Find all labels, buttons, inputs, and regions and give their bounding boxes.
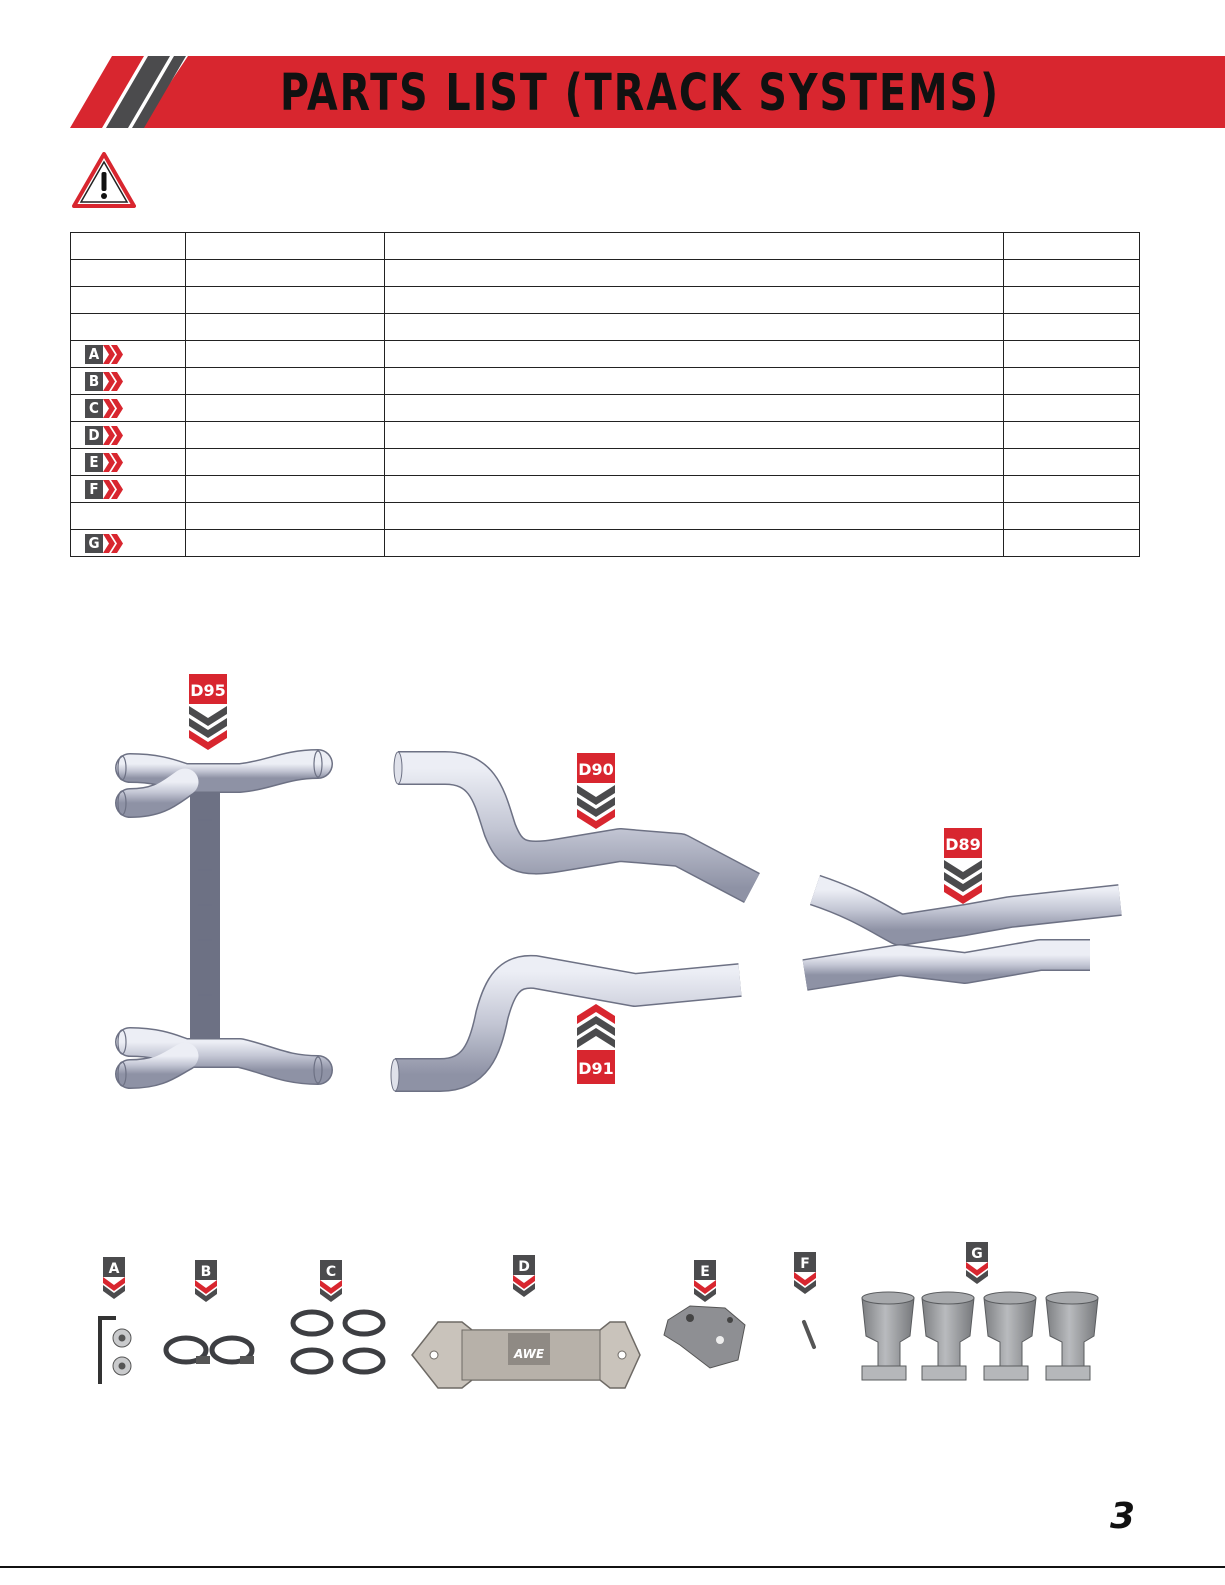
hardware-e-illustration (664, 1306, 745, 1368)
part-tag-letter: B (85, 372, 103, 391)
hardware-label-f (794, 1252, 816, 1294)
page-title: PARTS LIST (TRACK SYSTEMS) (280, 64, 1001, 123)
hardware-label-text: A (108, 1261, 120, 1277)
hardware-label-text: G (971, 1246, 983, 1262)
part-tag-letter: A (85, 345, 103, 364)
footer-rule (0, 1566, 1225, 1568)
hardware-label-g (966, 1242, 988, 1284)
hardware-a-illustration (100, 1318, 131, 1384)
pipe-label-text: D90 (578, 760, 614, 779)
hardware-f-illustration (804, 1322, 814, 1347)
d95-h-pipe (118, 751, 322, 1086)
part-tag-letter: G (85, 534, 103, 553)
pipe-label-d89 (944, 828, 982, 904)
hardware-label-a (103, 1257, 125, 1299)
hardware-label-text: E (700, 1264, 710, 1280)
part-tag-letter: C (85, 399, 103, 418)
pipe-label-d91 (577, 1004, 615, 1084)
pipe-label-text: D89 (945, 835, 981, 854)
hardware-label-text: D (518, 1259, 530, 1275)
pipe-label-text: D91 (578, 1059, 614, 1078)
part-tag-letter: D (85, 426, 103, 445)
pipe-label-text: D95 (190, 681, 226, 700)
d91-pipe (391, 972, 740, 1091)
d90-pipe (394, 752, 752, 888)
hardware-b-illustration (166, 1338, 254, 1364)
hardware-label-c (320, 1260, 342, 1302)
bracket-logo: AWE (513, 1347, 545, 1361)
hardware-label-d (513, 1255, 535, 1297)
hardware-c-illustration (293, 1312, 383, 1372)
hardware-label-text: F (800, 1256, 810, 1272)
pipe-label-d95 (189, 674, 227, 750)
hardware-label-text: B (200, 1264, 212, 1280)
hardware-d-illustration (412, 1322, 640, 1388)
pipe-label-d90 (577, 753, 615, 829)
page-number: 3 (1110, 1496, 1136, 1537)
hardware-label-e (694, 1260, 716, 1302)
part-tag-letter: E (85, 453, 103, 472)
part-tag-letter: F (85, 480, 103, 499)
hardware-label-b (195, 1260, 217, 1302)
hardware-g-illustration (862, 1292, 1098, 1380)
hardware-label-text: C (325, 1264, 337, 1280)
